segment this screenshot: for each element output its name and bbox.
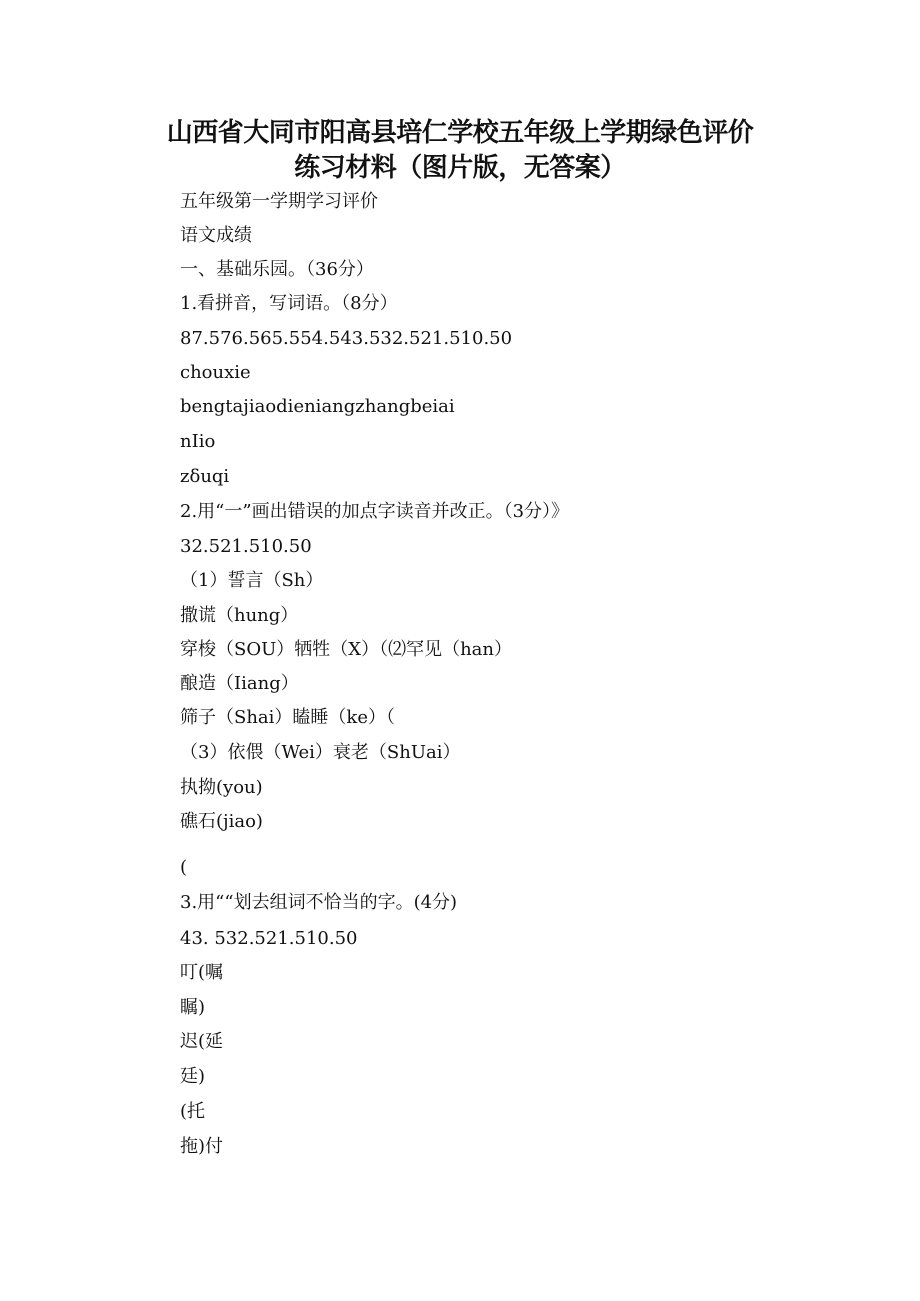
text-line: 穿梭（SOU）牺牲（X）（⑵罕见（han） bbox=[180, 639, 512, 660]
subject-heading: 语文成绩 bbox=[180, 225, 252, 246]
section-heading: 一、基础乐园。（36分） bbox=[180, 259, 374, 280]
text-line: zδuqi bbox=[180, 466, 230, 487]
text-line: nIio bbox=[180, 431, 216, 452]
text-line: 礁石(jiao) bbox=[180, 811, 263, 832]
text-line: 酿造（Iiang） bbox=[180, 673, 299, 694]
title-line-2: 练习材料（图片版，无答案） bbox=[294, 153, 626, 183]
text-line: （3）依偎（Wei）衰老（ShUai） bbox=[180, 742, 461, 763]
grade-heading: 五年级第一学期学习评价 bbox=[180, 191, 378, 212]
text-line: chouxie bbox=[180, 362, 251, 383]
text-line: 廷) bbox=[180, 1066, 206, 1087]
question-1: 1.看拼音，写词语。（8分） bbox=[180, 293, 398, 314]
text-line: ( bbox=[180, 857, 188, 878]
text-line: 43. 532.521.510.50 bbox=[180, 928, 358, 949]
text-line: （1）誓言（Sh） bbox=[180, 570, 324, 591]
text-line: 32.521.510.50 bbox=[180, 536, 312, 557]
text-line: 执拗(you) bbox=[180, 777, 263, 798]
text-line: 撒谎（hung） bbox=[180, 605, 299, 626]
text-line: 87.576.565.554.543.532.521.510.50 bbox=[180, 328, 513, 349]
text-line: 叮(嘱 bbox=[180, 962, 224, 983]
text-line: 拖)付 bbox=[180, 1136, 224, 1157]
text-line: 筛子（Shai）瞌睡（ke）（ bbox=[180, 707, 395, 728]
question-3: 3.用““划去组词不恰当的字。(4分) bbox=[180, 892, 458, 913]
text-line: 瞩) bbox=[180, 997, 206, 1018]
title-line-1: 山西省大同市阳高县培仁学校五年级上学期绿色评价 bbox=[166, 118, 754, 148]
text-line: (托 bbox=[180, 1101, 206, 1122]
question-2: 2.用“一”画出错误的加点字读音并改正。（3分）》 bbox=[180, 501, 570, 522]
text-line: bengtajiaodieniangzhangbeiai bbox=[180, 396, 455, 417]
text-line: 迟(延 bbox=[180, 1031, 224, 1052]
